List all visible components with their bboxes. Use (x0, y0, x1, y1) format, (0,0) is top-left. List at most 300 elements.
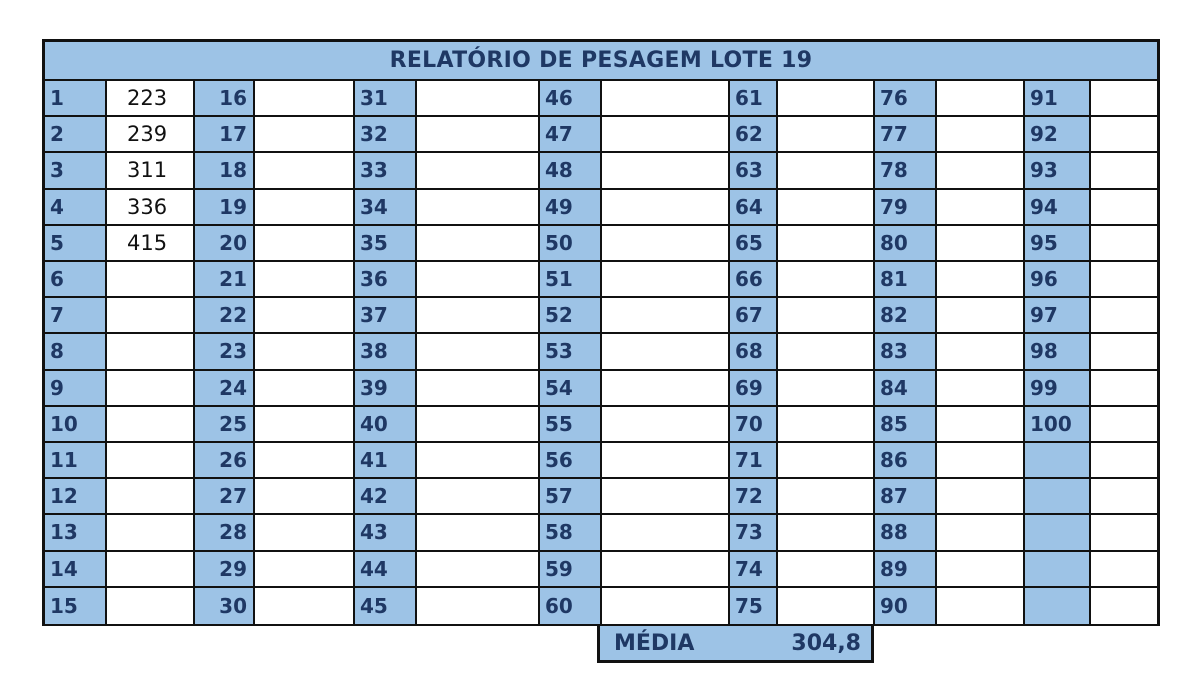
weight-value[interactable] (602, 371, 728, 405)
animal-number: 81 (875, 262, 937, 296)
animal-number: 32 (355, 117, 417, 151)
animal-number: 69 (730, 371, 778, 405)
weight-value[interactable] (255, 190, 353, 224)
weight-value[interactable] (937, 226, 1023, 260)
animal-number: 1 (45, 81, 107, 115)
weight-value[interactable] (255, 479, 353, 513)
weight-row (875, 371, 1025, 407)
animal-number: 17 (195, 117, 255, 151)
weight-value[interactable] (937, 190, 1023, 224)
weight-value[interactable] (255, 588, 353, 624)
weight-value[interactable] (417, 81, 538, 115)
weight-value[interactable] (417, 407, 538, 441)
weight-value[interactable] (417, 479, 538, 513)
weight-value[interactable] (1091, 588, 1157, 624)
weight-value[interactable] (255, 226, 353, 260)
animal-number: 86 (875, 443, 937, 477)
weight-row (195, 552, 355, 588)
grid-column (1025, 81, 1157, 623)
animal-number: 49 (540, 190, 602, 224)
animal-number (1025, 552, 1091, 586)
weight-row (730, 479, 875, 515)
weight-value[interactable] (255, 371, 353, 405)
weight-row (540, 298, 730, 334)
weight-value[interactable] (107, 588, 193, 624)
weight-value[interactable] (255, 552, 353, 586)
weight-row (730, 371, 875, 407)
animal-number: 92 (1025, 117, 1091, 151)
weight-row (875, 153, 1025, 189)
weight-row (730, 262, 875, 298)
animal-number: 84 (875, 371, 937, 405)
weight-row (355, 443, 540, 479)
weight-value[interactable] (417, 371, 538, 405)
weight-row (1025, 515, 1157, 551)
animal-number: 88 (875, 515, 937, 549)
weight-row (875, 479, 1025, 515)
animal-number: 73 (730, 515, 778, 549)
animal-number: 30 (195, 588, 255, 624)
weight-value[interactable] (255, 81, 353, 115)
animal-number: 74 (730, 552, 778, 586)
weight-value[interactable] (107, 262, 193, 296)
weight-row (355, 552, 540, 588)
animal-number: 2 (45, 117, 107, 151)
weight-row (195, 407, 355, 443)
weight-row (540, 153, 730, 189)
animal-number: 60 (540, 588, 602, 624)
animal-number: 93 (1025, 153, 1091, 187)
weight-row (45, 371, 195, 407)
animal-number: 18 (195, 153, 255, 187)
animal-number: 37 (355, 298, 417, 332)
weight-value[interactable] (778, 588, 873, 624)
animal-number: 11 (45, 443, 107, 477)
weight-value[interactable] (602, 226, 728, 260)
weight-value[interactable] (937, 153, 1023, 187)
weight-row (540, 262, 730, 298)
weight-row (355, 515, 540, 551)
weight-row (875, 515, 1025, 551)
animal-number: 59 (540, 552, 602, 586)
weight-value[interactable] (107, 479, 193, 513)
weight-value[interactable] (778, 153, 873, 187)
weight-value[interactable] (937, 479, 1023, 513)
animal-number: 96 (1025, 262, 1091, 296)
weight-row (730, 552, 875, 588)
grid-column (355, 81, 540, 623)
weight-value[interactable] (937, 298, 1023, 332)
weight-row (540, 371, 730, 407)
animal-number: 57 (540, 479, 602, 513)
animal-number: 23 (195, 334, 255, 368)
weight-value[interactable] (937, 443, 1023, 477)
weight-value[interactable] (107, 407, 193, 441)
weight-row (195, 588, 355, 624)
animal-number: 44 (355, 552, 417, 586)
weight-value[interactable] (937, 81, 1023, 115)
weight-value[interactable] (255, 407, 353, 441)
weight-row (875, 226, 1025, 262)
weight-row (875, 298, 1025, 334)
weight-row (730, 515, 875, 551)
weight-row (195, 298, 355, 334)
weight-row (540, 407, 730, 443)
weight-value[interactable] (778, 226, 873, 260)
animal-number: 82 (875, 298, 937, 332)
weight-row (45, 81, 195, 117)
weight-value[interactable] (602, 479, 728, 513)
weight-row (1025, 479, 1157, 515)
animal-number: 41 (355, 443, 417, 477)
animal-number: 15 (45, 588, 107, 624)
weight-value[interactable] (255, 515, 353, 549)
grid-column (45, 81, 195, 623)
average-label: MÉDIA (614, 630, 695, 656)
grid-column (540, 81, 730, 623)
weight-value[interactable] (417, 226, 538, 260)
animal-number: 4 (45, 190, 107, 224)
weight-row (730, 117, 875, 153)
animal-number: 25 (195, 407, 255, 441)
animal-number: 7 (45, 298, 107, 332)
weight-row (875, 81, 1025, 117)
animal-number: 79 (875, 190, 937, 224)
animal-number (1025, 515, 1091, 549)
weight-value[interactable] (602, 262, 728, 296)
animal-number: 50 (540, 226, 602, 260)
animal-number: 54 (540, 371, 602, 405)
animal-number (1025, 443, 1091, 477)
weight-row (195, 371, 355, 407)
weight-row (1025, 588, 1157, 624)
weight-value[interactable]: 311 (107, 153, 193, 187)
animal-number: 98 (1025, 334, 1091, 368)
weight-value[interactable] (778, 190, 873, 224)
weight-value[interactable] (1091, 81, 1157, 115)
average-value: 304,8 (791, 630, 861, 656)
animal-number: 80 (875, 226, 937, 260)
weight-row (875, 552, 1025, 588)
weight-row (195, 262, 355, 298)
weight-row (540, 479, 730, 515)
average-summary (597, 626, 874, 663)
weight-value[interactable] (1091, 262, 1157, 296)
animal-number: 72 (730, 479, 778, 513)
animal-number: 31 (355, 81, 417, 115)
weight-row (195, 81, 355, 117)
animal-number: 87 (875, 479, 937, 513)
animal-number: 58 (540, 515, 602, 549)
weight-value[interactable] (778, 443, 873, 477)
weight-row (45, 407, 195, 443)
animal-number: 22 (195, 298, 255, 332)
animal-number: 53 (540, 334, 602, 368)
weight-row (195, 334, 355, 370)
weight-value[interactable] (602, 190, 728, 224)
grid-column (195, 81, 355, 623)
weight-value[interactable] (937, 117, 1023, 151)
weight-value[interactable] (1091, 153, 1157, 187)
weight-value[interactable] (255, 153, 353, 187)
weight-row (730, 407, 875, 443)
weight-row (1025, 371, 1157, 407)
weight-row (45, 190, 195, 226)
animal-number: 89 (875, 552, 937, 586)
animal-number: 70 (730, 407, 778, 441)
weight-value[interactable] (937, 262, 1023, 296)
weight-value[interactable] (417, 190, 538, 224)
weight-row (195, 479, 355, 515)
weight-row (540, 588, 730, 624)
weight-value[interactable] (1091, 515, 1157, 549)
weight-row (45, 479, 195, 515)
weight-row (730, 153, 875, 189)
weighing-grid (45, 81, 1157, 623)
weight-row (875, 262, 1025, 298)
animal-number: 10 (45, 407, 107, 441)
weight-value[interactable] (1091, 371, 1157, 405)
weight-row (540, 334, 730, 370)
animal-number: 45 (355, 588, 417, 624)
weight-row (355, 190, 540, 226)
weight-row (355, 334, 540, 370)
weight-value[interactable] (255, 117, 353, 151)
weight-value[interactable] (937, 515, 1023, 549)
weight-value[interactable] (778, 81, 873, 115)
weight-value[interactable] (417, 262, 538, 296)
weight-value[interactable] (778, 334, 873, 368)
animal-number: 62 (730, 117, 778, 151)
weight-value[interactable] (602, 334, 728, 368)
weight-value[interactable] (1091, 479, 1157, 513)
weight-row (1025, 407, 1157, 443)
animal-number: 56 (540, 443, 602, 477)
animal-number: 14 (45, 552, 107, 586)
weight-row (1025, 117, 1157, 153)
weight-row (875, 117, 1025, 153)
animal-number: 61 (730, 81, 778, 115)
weight-value[interactable]: 223 (107, 81, 193, 115)
weight-value[interactable] (778, 407, 873, 441)
weight-row (355, 588, 540, 624)
animal-number: 65 (730, 226, 778, 260)
weight-value[interactable] (417, 443, 538, 477)
report-title: RELATÓRIO DE PESAGEM LOTE 19 (45, 42, 1157, 81)
animal-number: 68 (730, 334, 778, 368)
weight-value[interactable] (417, 117, 538, 151)
weight-row (730, 443, 875, 479)
weight-row (45, 588, 195, 624)
weight-value[interactable] (602, 153, 728, 187)
weight-value[interactable] (602, 407, 728, 441)
weight-value[interactable] (107, 371, 193, 405)
weight-value[interactable]: 415 (107, 226, 193, 260)
weight-row (355, 479, 540, 515)
weight-row (540, 552, 730, 588)
weight-row (45, 117, 195, 153)
animal-number: 19 (195, 190, 255, 224)
weight-value[interactable] (778, 262, 873, 296)
weight-row (1025, 298, 1157, 334)
weight-value[interactable] (107, 334, 193, 368)
weight-value[interactable] (107, 443, 193, 477)
weight-row (1025, 226, 1157, 262)
weight-value[interactable] (778, 117, 873, 151)
weight-row (875, 334, 1025, 370)
weight-value[interactable] (1091, 226, 1157, 260)
animal-number: 21 (195, 262, 255, 296)
weight-value[interactable] (602, 443, 728, 477)
weight-value[interactable] (1091, 190, 1157, 224)
weight-row (355, 117, 540, 153)
weight-value[interactable] (255, 298, 353, 332)
animal-number: 35 (355, 226, 417, 260)
animal-number: 20 (195, 226, 255, 260)
animal-number: 71 (730, 443, 778, 477)
weight-row (195, 443, 355, 479)
weight-row (45, 153, 195, 189)
weight-row (875, 443, 1025, 479)
animal-number: 75 (730, 588, 778, 624)
weight-value[interactable] (107, 552, 193, 586)
animal-number: 36 (355, 262, 417, 296)
animal-number: 52 (540, 298, 602, 332)
weight-row (730, 226, 875, 262)
weight-value[interactable] (937, 334, 1023, 368)
weight-row (355, 262, 540, 298)
weight-row (540, 81, 730, 117)
weight-value[interactable] (417, 153, 538, 187)
animal-number: 42 (355, 479, 417, 513)
animal-number: 26 (195, 443, 255, 477)
weight-value[interactable] (778, 552, 873, 586)
weight-row (540, 190, 730, 226)
weight-value[interactable] (602, 515, 728, 549)
weight-row (195, 190, 355, 226)
weight-value[interactable] (937, 552, 1023, 586)
animal-number: 85 (875, 407, 937, 441)
animal-number: 33 (355, 153, 417, 187)
animal-number: 67 (730, 298, 778, 332)
animal-number: 46 (540, 81, 602, 115)
weight-row (355, 153, 540, 189)
weight-value[interactable] (937, 588, 1023, 624)
animal-number: 100 (1025, 407, 1091, 441)
weight-value[interactable] (778, 515, 873, 549)
weight-value[interactable] (1091, 334, 1157, 368)
weight-value[interactable] (602, 117, 728, 151)
weight-value[interactable] (107, 515, 193, 549)
weight-row (1025, 552, 1157, 588)
weight-value[interactable] (1091, 298, 1157, 332)
weight-row (540, 443, 730, 479)
weight-value[interactable] (778, 298, 873, 332)
weight-row (875, 407, 1025, 443)
weight-row (45, 515, 195, 551)
animal-number: 6 (45, 262, 107, 296)
animal-number: 8 (45, 334, 107, 368)
weight-row (1025, 190, 1157, 226)
weight-value[interactable] (255, 334, 353, 368)
weight-row (540, 515, 730, 551)
grid-column (730, 81, 875, 623)
weight-row (1025, 81, 1157, 117)
animal-number: 48 (540, 153, 602, 187)
weight-row (540, 226, 730, 262)
weight-value[interactable] (602, 588, 728, 624)
weight-row (540, 117, 730, 153)
animal-number: 95 (1025, 226, 1091, 260)
animal-number: 39 (355, 371, 417, 405)
animal-number: 16 (195, 81, 255, 115)
weight-value[interactable] (937, 371, 1023, 405)
animal-number: 94 (1025, 190, 1091, 224)
animal-number: 63 (730, 153, 778, 187)
animal-number: 28 (195, 515, 255, 549)
weight-row (355, 298, 540, 334)
weight-value[interactable] (778, 479, 873, 513)
weight-value[interactable] (107, 298, 193, 332)
weight-row (195, 117, 355, 153)
animal-number: 99 (1025, 371, 1091, 405)
weight-value[interactable] (602, 552, 728, 586)
animal-number: 64 (730, 190, 778, 224)
weight-value[interactable] (417, 298, 538, 332)
weight-row (355, 371, 540, 407)
weight-value[interactable] (1091, 552, 1157, 586)
weight-row (195, 153, 355, 189)
animal-number: 34 (355, 190, 417, 224)
weight-value[interactable] (602, 298, 728, 332)
weight-value[interactable] (255, 443, 353, 477)
weight-row (45, 262, 195, 298)
weight-row (355, 81, 540, 117)
weight-row (730, 334, 875, 370)
weight-value[interactable] (255, 262, 353, 296)
weight-value[interactable]: 336 (107, 190, 193, 224)
weight-row (45, 552, 195, 588)
animal-number: 76 (875, 81, 937, 115)
weight-value[interactable] (1091, 443, 1157, 477)
weight-value[interactable] (417, 552, 538, 586)
animal-number: 5 (45, 226, 107, 260)
animal-number: 13 (45, 515, 107, 549)
weight-row (875, 588, 1025, 624)
animal-number (1025, 588, 1091, 624)
weight-row (355, 407, 540, 443)
weight-row (730, 298, 875, 334)
weight-value[interactable]: 239 (107, 117, 193, 151)
weight-value[interactable] (1091, 407, 1157, 441)
animal-number: 77 (875, 117, 937, 151)
weight-row (355, 226, 540, 262)
animal-number: 97 (1025, 298, 1091, 332)
animal-number: 29 (195, 552, 255, 586)
weight-value[interactable] (417, 334, 538, 368)
weight-row (195, 226, 355, 262)
weight-value[interactable] (778, 371, 873, 405)
weight-value[interactable] (602, 81, 728, 115)
animal-number: 3 (45, 153, 107, 187)
weight-value[interactable] (417, 515, 538, 549)
animal-number (1025, 479, 1091, 513)
weight-value[interactable] (417, 588, 538, 624)
weight-value[interactable] (1091, 117, 1157, 151)
animal-number: 24 (195, 371, 255, 405)
animal-number: 78 (875, 153, 937, 187)
weight-value[interactable] (937, 407, 1023, 441)
